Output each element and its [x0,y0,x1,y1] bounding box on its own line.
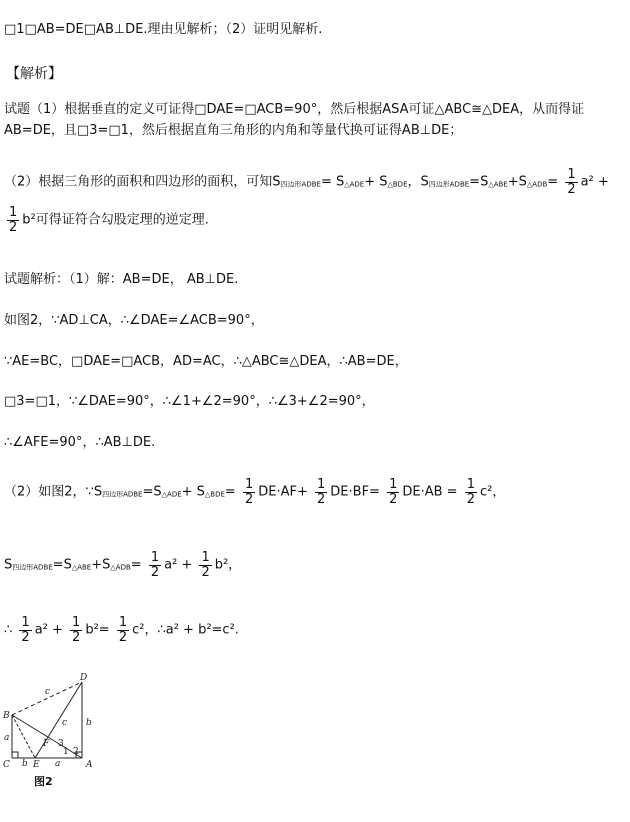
label-c: C [3,760,10,770]
solution-step-2: ∵AE=BC，□DAE=□ACB，AD=AC，∴△ABC≅△DEA，∴AB=DE， [4,354,408,369]
fraction-half: $\frac{1}{2}$ [201,550,210,580]
fraction-half: $\frac{1}{2}$ [244,477,254,507]
label-angle-2: 2 [73,747,79,757]
fraction-half: $\frac{1}{2}$ [317,477,326,507]
label-c-mid: c [62,718,68,728]
label-angle-1: 1 [63,747,69,757]
label-side-a-left: a [4,733,10,743]
label-angle-3: 3 [58,739,64,749]
solution-step-6: $S_{四边形ADBE}=S_{\triangle ABE}+S_{\triangle ADB}=$ $\frac{1}{2}$ a² + $\frac{1}{2}$ b²， [4,550,242,580]
answer-line: □1□AB=DE□AB⊥DE.理由见解析；（2）证明见解析. [4,22,323,37]
fraction-half: $\frac{1}{2}$ [150,550,160,580]
geometry-figure [0,670,120,790]
solution-step-1: 如图2，∵AD⊥CA，∴∠DAE=∠ACB=90°， [4,313,264,328]
label-d: D [80,673,88,683]
analysis-heading: 【解析】 [6,66,62,82]
right-angle-c [12,752,18,758]
label-e: E [33,760,40,770]
solution-step-7: ∴ $\frac{1}{2}$ a² + $\frac{1}{2}$ b²= $\frac{1}{2}$ c²，∴a² + b²=c². [4,615,239,645]
fraction-half: $\frac{1}{2}$ [72,615,81,645]
analysis-line-2: AB=DE，且□3=□1，然后根据直角三角形的内角和等量代换可证得AB⊥DE； [4,123,463,138]
solution-step-3: □3=□1，∵∠DAE=90°，∴∠1+∠2=90°，∴∠3+∠2=90°， [4,394,375,409]
solution-title: 试题解析：（1）解：AB=DE， AB⊥DE. [4,272,239,287]
fraction-half: $\frac{1}{2}$ [9,205,18,235]
fraction-half: $\frac{1}{2}$ [389,477,398,507]
label-c-top: c [45,687,51,697]
label-side-a-bottom: a [55,759,61,769]
solution-step-4: ∴∠AFE=90°，∴AB⊥DE. [4,435,156,450]
label-side-b-right: b [86,718,92,728]
fraction-half: $\frac{1}{2}$ [118,615,128,645]
analysis-line-4: $\frac{1}{2}$ b²可得证符合勾股定理的逆定理. [9,205,209,235]
segment-ba [12,715,82,758]
fraction-half: $\frac{1}{2}$ [466,477,475,507]
figure-caption: 图2 [34,775,53,788]
fraction-half: $\frac{1}{2}$ [21,615,30,645]
label-f: F [43,739,50,749]
solution-step-5: （2）如图2，$\because S_{四边形ADBE}=S_{\triangle ADE}+ S_{\triangle BDE}=$ $\frac{1}{2}$ DE·AF+ $\frac{1}{2}$ DE·BF= $\frac{1}{2}$ DE·AB = $\frac{1}{2}$ c²， [4,477,506,507]
fraction-half: $\frac{1}{2}$ [567,167,576,197]
label-a: A [86,760,93,770]
analysis-line-1: 试题（1）根据垂直的定义可证得□DAE=□ACB=90°，然后根据ASA可证△ABC≅△DEA，从而得证 [4,102,585,117]
label-side-b-bottom: b [22,759,28,769]
label-b: B [3,711,10,721]
analysis-line-3: （2）根据三角形的面积和四边形的面积，可知$S_{四边形ADBE}= S_{\triangle ADE}+ S_{\triangle BDE}$，$S_{四边形ADBE}=S_{\triangle ABE}+S_{\triangle ADB}=$ $\frac{1}{2}$ a² + [4,167,609,197]
